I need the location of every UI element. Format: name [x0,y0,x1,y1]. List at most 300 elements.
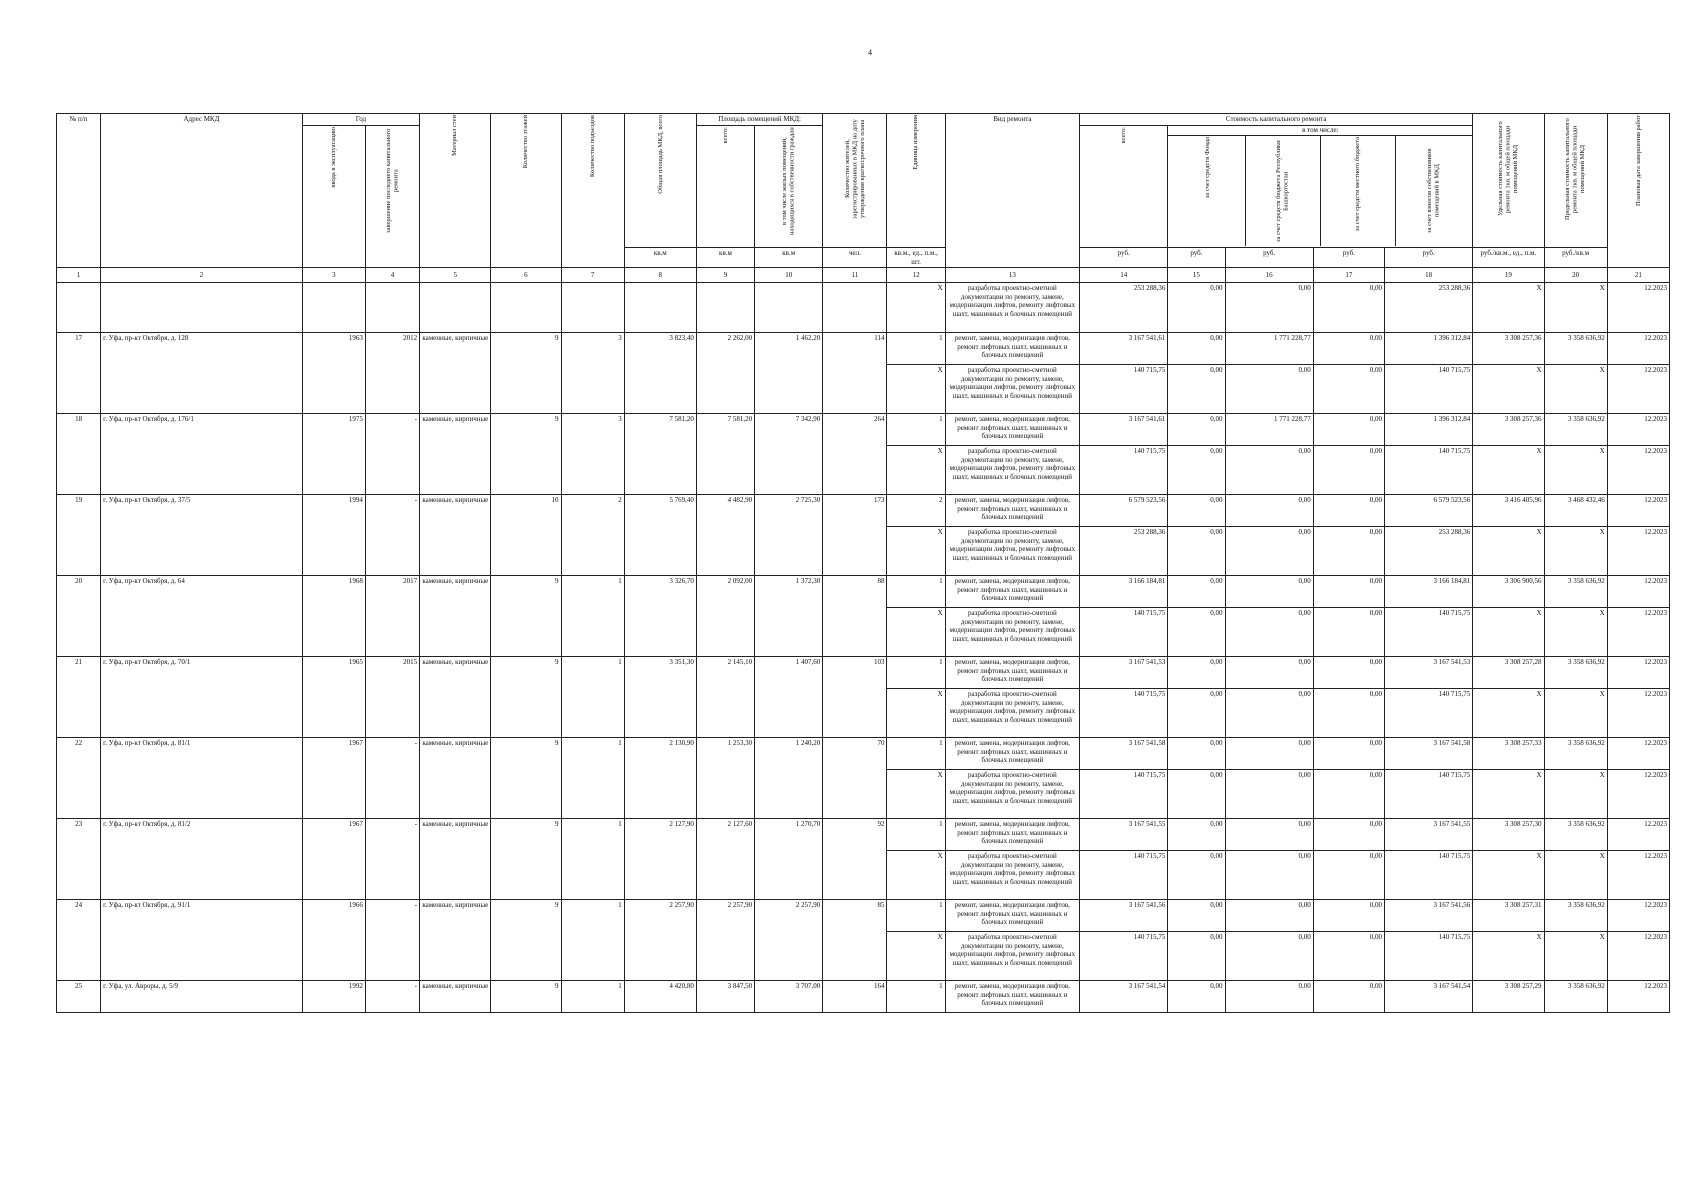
area-total: 3 351,30 [624,657,696,738]
empty-cell [420,283,491,333]
area-rooms: 1 253,30 [696,738,754,819]
table-row [57,981,1670,1013]
residents-count: 85 [823,900,887,981]
unit-value: X [887,446,945,495]
unit-cell: руб. [1225,248,1313,268]
entrances-count: 2 [561,495,624,576]
house-address: г. Уфа, пр-кт Октября, д. 91/1 [101,900,303,981]
limit-cost: 3 358 636,92 [1544,333,1607,365]
work-type: ремонт, замена, модернизация лифтов, ремонт лифтовых шахт, машинных и блочных помещений [945,819,1079,851]
column-number: 21 [1607,268,1669,283]
completion-date: 12.2023 [1607,851,1669,900]
work-type: ремонт, замена, модернизация лифтов, ремонт лифтовых шахт, машинных и блочных помещений [945,414,1079,446]
completion-date: 12.2023 [1607,689,1669,738]
cost-total: 3 167 541,61 [1080,333,1168,365]
year-last-repair: 2015 [365,657,419,738]
limit-cost: 3 468 432,46 [1544,495,1607,527]
residents-count: 103 [823,657,887,738]
cost-rb-budget: 0,00 [1225,495,1313,527]
cost-owners: 3 167 541,58 [1384,738,1472,770]
empty-cell [101,283,303,333]
work-type: разработка проектно-сметной документации по ремонту, замене, модернизации лифтов, ремонту лифтовых шахт, машинных и блочных помещений [945,283,1079,333]
col-built-header: ввода в эксплуатацию [302,125,365,268]
col-entrances-header: Количество подъездов [561,114,624,268]
completion-date: 12.2023 [1607,738,1669,770]
area-rooms: 7 581,20 [696,414,754,495]
page-mark: 4 [868,48,872,57]
unit-cell: кв.м., ед., п.м., шт. [887,248,945,268]
specific-cost: X [1473,283,1544,333]
completion-date: 12.2023 [1607,981,1669,1013]
table-row [57,738,1670,770]
limit-cost: 3 358 636,92 [1544,576,1607,608]
unit-cell: руб. [1168,248,1225,268]
cost-rb-budget: 1 771 228,77 [1225,414,1313,446]
column-numbers-row [57,268,1670,283]
cost-owners: 6 579 523,56 [1384,495,1472,527]
area-rooms: 2 127,60 [696,819,754,900]
wall-material: каменные, кирпичные [420,738,491,819]
cost-fund: 0,00 [1168,770,1225,819]
completion-date: 12.2023 [1607,657,1669,689]
empty-cell [365,283,419,333]
col-num-header: № п/п [57,114,101,268]
year-built: 1963 [302,333,365,414]
cost-rb-budget: 0,00 [1225,365,1313,414]
cost-owners: 253 288,36 [1384,527,1472,576]
cost-owners: 140 715,75 [1384,446,1472,495]
row-number: 19 [57,495,101,576]
work-type: разработка проектно-сметной документации по ремонту, замене, модернизации лифтов, ремонту лифтовых шахт, машинных и блочных помещений [945,689,1079,738]
cost-rb-budget: 0,00 [1225,283,1313,333]
cost-local-budget: 0,00 [1313,851,1384,900]
floors-count: 9 [491,981,561,1013]
cost-fund: 0,00 [1168,576,1225,608]
house-address: г. Уфа, пр-кт Октября, д. 81/1 [101,738,303,819]
entrances-count: 1 [561,576,624,657]
cost-rb-budget: 0,00 [1225,851,1313,900]
limit-cost: X [1544,608,1607,657]
column-number: 18 [1384,268,1472,283]
empty-cell [561,283,624,333]
limit-cost: X [1544,527,1607,576]
cost-fund: 0,00 [1168,981,1225,1013]
cost-sub-header: в том числе: за счет средств Фонда за счет средств бюджета Республики Башкортостан за счет средств местного бюджета за счет взносов собственников помещений в МКД [1168,125,1473,248]
cost-fund: 0,00 [1168,689,1225,738]
completion-date: 12.2023 [1607,819,1669,851]
column-number: 10 [755,268,823,283]
cost-total: 6 579 523,56 [1080,495,1168,527]
unit-cell: руб. [1313,248,1384,268]
cost-owners: 3 167 541,54 [1384,981,1472,1013]
specific-cost: 3 308 257,33 [1473,738,1544,770]
cost-local-budget: 0,00 [1313,689,1384,738]
residents-count: 114 [823,333,887,414]
col-rb-header: за счет средств бюджета Республики Башкортостан [1245,136,1320,246]
completion-date: 12.2023 [1607,770,1669,819]
work-type: разработка проектно-сметной документации по ремонту, замене, модернизации лифтов, ремонту лифтовых шахт, машинных и блочных помещений [945,527,1079,576]
column-number: 9 [696,268,754,283]
floors-count: 9 [491,576,561,657]
unit-value: 1 [887,738,945,770]
column-number: 20 [1544,268,1607,283]
cost-local-budget: 0,00 [1313,495,1384,527]
year-last-repair: - [365,738,419,819]
year-built: 1967 [302,819,365,900]
house-address: г. Уфа, пр-кт Октября, д. 37/5 [101,495,303,576]
cost-local-budget: 0,00 [1313,333,1384,365]
unit-value: X [887,932,945,981]
wall-material: каменные, кирпичные [420,495,491,576]
specific-cost: X [1473,689,1544,738]
column-number: 6 [491,268,561,283]
cost-local-budget: 0,00 [1313,981,1384,1013]
cost-total: 3 167 541,58 [1080,738,1168,770]
cost-fund: 0,00 [1168,527,1225,576]
specific-cost: 3 308 257,28 [1473,657,1544,689]
house-address: г. Уфа, пр-кт Октября, д. 128 [101,333,303,414]
col-unit-header: Единица измерения [887,114,945,248]
row-number: 21 [57,657,101,738]
cost-total: 3 167 541,61 [1080,414,1168,446]
cost-total: 140 715,75 [1080,770,1168,819]
year-last-repair: - [365,414,419,495]
area-total: 2 257,90 [624,900,696,981]
year-built: 1968 [302,576,365,657]
completion-date: 12.2023 [1607,333,1669,365]
cost-owners: 253 288,36 [1384,283,1472,333]
cost-rb-budget: 1 771 228,77 [1225,333,1313,365]
cost-fund: 0,00 [1168,365,1225,414]
cost-local-budget: 0,00 [1313,414,1384,446]
column-number: 19 [1473,268,1544,283]
limit-cost: 3 358 636,92 [1544,738,1607,770]
cost-fund: 0,00 [1168,657,1225,689]
wall-material: каменные, кирпичные [420,333,491,414]
unit-cell: кв.м [624,248,696,268]
col-fund-header: за счет средств Фонда [1170,136,1245,246]
empty-cell [755,283,823,333]
empty-cell [491,283,561,333]
wall-material: каменные, кирпичные [420,981,491,1013]
unit-value: X [887,283,945,333]
floors-count: 9 [491,414,561,495]
cost-total: 3 167 541,54 [1080,981,1168,1013]
cost-rb-budget: 0,00 [1225,900,1313,932]
cost-owners: 3 167 541,55 [1384,819,1472,851]
entrances-count: 1 [561,738,624,819]
table-row [57,819,1670,851]
area-residential: 1 240,20 [755,738,823,819]
specific-cost: 3 308 257,36 [1473,414,1544,446]
table-row [57,576,1670,608]
residents-count: 264 [823,414,887,495]
floors-count: 9 [491,819,561,900]
year-last-repair: 2012 [365,333,419,414]
limit-cost: 3 358 636,92 [1544,900,1607,932]
year-last-repair: - [365,495,419,576]
table-row [57,900,1670,932]
col-area-rooms-header: всего: [696,125,754,248]
entrances-count: 1 [561,981,624,1013]
column-number: 3 [302,268,365,283]
cost-fund: 0,00 [1168,608,1225,657]
cost-rb-budget: 0,00 [1225,981,1313,1013]
table-row [57,414,1670,446]
col-residents-header: Количество жителей, зарегистрированных в МКД на дату утверждения краткосрочного плана [823,114,887,248]
column-number: 12 [887,268,945,283]
column-number: 15 [1168,268,1225,283]
cost-rb-budget: 0,00 [1225,527,1313,576]
entrances-count: 3 [561,414,624,495]
column-number: 4 [365,268,419,283]
work-type: ремонт, замена, модернизация лифтов, ремонт лифтовых шахт, машинных и блочных помещений [945,900,1079,932]
house-address: г. Уфа, ул. Авроры, д. 5/9 [101,981,303,1013]
cost-owners: 140 715,75 [1384,365,1472,414]
cost-total: 253 288,36 [1080,527,1168,576]
column-number: 14 [1080,268,1168,283]
limit-cost: X [1544,932,1607,981]
col-last-repair-header: завершение последнего капитального ремонта [365,125,419,268]
table-row [57,283,1670,333]
cost-owners: 3 166 184,81 [1384,576,1472,608]
unit-value: X [887,608,945,657]
unit-value: X [887,770,945,819]
cost-total: 140 715,75 [1080,851,1168,900]
limit-cost: X [1544,689,1607,738]
unit-value: 1 [887,414,945,446]
floors-count: 10 [491,495,561,576]
cost-rb-budget: 0,00 [1225,819,1313,851]
limit-cost: 3 358 636,92 [1544,819,1607,851]
specific-cost: 3 308 257,36 [1473,333,1544,365]
floors-count: 9 [491,657,561,738]
unit-value: 1 [887,819,945,851]
cost-rb-budget: 0,00 [1225,657,1313,689]
work-type: разработка проектно-сметной документации по ремонту, замене, модернизации лифтов, ремонту лифтовых шахт, машинных и блочных помещений [945,851,1079,900]
row-number: 18 [57,414,101,495]
table-row [57,657,1670,689]
column-number: 11 [823,268,887,283]
residents-count: 164 [823,981,887,1013]
work-type: ремонт, замена, модернизация лифтов, ремонт лифтовых шахт, машинных и блочных помещений [945,576,1079,608]
unit-cell: руб. [1080,248,1168,268]
area-total: 5 769,40 [624,495,696,576]
row-number: 23 [57,819,101,900]
capital-repair-table [56,113,1670,1013]
col-floors-header: Количество этажей [491,114,561,268]
cost-local-budget: 0,00 [1313,932,1384,981]
area-rooms: 4 482,90 [696,495,754,576]
cost-local-budget: 0,00 [1313,608,1384,657]
cost-fund: 0,00 [1168,414,1225,446]
unit-value: 1 [887,900,945,932]
unit-value: 1 [887,657,945,689]
column-number: 13 [945,268,1079,283]
work-type: разработка проектно-сметной документации по ремонту, замене, модернизации лифтов, ремонту лифтовых шахт, машинных и блочных помещений [945,365,1079,414]
limit-cost: 3 358 636,92 [1544,981,1607,1013]
area-group-header: Площадь помещений МКД: [696,114,822,126]
cost-rb-budget: 0,00 [1225,608,1313,657]
area-total: 3 823,40 [624,333,696,414]
cost-rb-budget: 0,00 [1225,446,1313,495]
table-row [57,495,1670,527]
year-built: 1965 [302,657,365,738]
col-cost-total-header: всего: [1080,125,1168,248]
unit-cell: руб./кв.м [1544,248,1607,268]
specific-cost: 3 308 257,29 [1473,981,1544,1013]
cost-local-budget: 0,00 [1313,738,1384,770]
wall-material: каменные, кирпичные [420,819,491,900]
cost-rb-budget: 0,00 [1225,576,1313,608]
work-type: ремонт, замена, модернизация лифтов, ремонт лифтовых шахт, машинных и блочных помещений [945,657,1079,689]
cost-local-budget: 0,00 [1313,576,1384,608]
cost-owners: 1 396 312,84 [1384,414,1472,446]
area-total: 4 420,80 [624,981,696,1013]
entrances-count: 3 [561,333,624,414]
col-work-header: Вид ремонта [945,114,1079,268]
empty-cell [624,283,696,333]
column-number: 17 [1313,268,1384,283]
cost-local-budget: 0,00 [1313,527,1384,576]
empty-cell [696,283,754,333]
area-rooms: 2 145,10 [696,657,754,738]
year-group-header: Год [302,114,419,126]
house-address: г. Уфа, пр-кт Октября, д. 176/1 [101,414,303,495]
cost-total: 140 715,75 [1080,446,1168,495]
wall-material: каменные, кирпичные [420,576,491,657]
cost-total: 140 715,75 [1080,365,1168,414]
completion-date: 12.2023 [1607,446,1669,495]
unit-value: 1 [887,981,945,1013]
residents-count: 92 [823,819,887,900]
cost-total: 253 288,36 [1080,283,1168,333]
column-number: 16 [1225,268,1313,283]
unit-cell: чел. [823,248,887,268]
col-area-res-header: в том числе жилых помещений, находящихся в собственности граждан [755,125,823,248]
limit-cost: X [1544,770,1607,819]
cost-fund: 0,00 [1168,333,1225,365]
specific-cost: 3 308 257,30 [1473,819,1544,851]
area-residential: 7 342,90 [755,414,823,495]
cost-fund: 0,00 [1168,819,1225,851]
residents-count: 173 [823,495,887,576]
cost-owners: 140 715,75 [1384,770,1472,819]
cost-fund: 0,00 [1168,851,1225,900]
area-rooms: 2 092,00 [696,576,754,657]
completion-date: 12.2023 [1607,495,1669,527]
work-type: разработка проектно-сметной документации по ремонту, замене, модернизации лифтов, ремонту лифтовых шахт, машинных и блочных помещений [945,446,1079,495]
completion-date: 12.2023 [1607,283,1669,333]
unit-cell: кв.м [696,248,754,268]
work-type: ремонт, замена, модернизация лифтов, ремонт лифтовых шахт, машинных и блочных помещений [945,333,1079,365]
year-built: 1966 [302,900,365,981]
cost-fund: 0,00 [1168,283,1225,333]
area-residential: 1 270,70 [755,819,823,900]
specific-cost: X [1473,527,1544,576]
area-total: 7 581,20 [624,414,696,495]
cost-fund: 0,00 [1168,900,1225,932]
cost-total: 140 715,75 [1080,608,1168,657]
cost-total: 3 166 184,81 [1080,576,1168,608]
unit-value: 1 [887,333,945,365]
row-number: 20 [57,576,101,657]
unit-value: 2 [887,495,945,527]
area-residential: 1 372,30 [755,576,823,657]
col-area-total-header: Общая площадь МКД, всего [624,114,696,248]
cost-rb-budget: 0,00 [1225,738,1313,770]
cost-local-budget: 0,00 [1313,819,1384,851]
unit-cell: руб./кв.м., ед., п.м. [1473,248,1544,268]
area-total: 2 127,90 [624,819,696,900]
unit-value: X [887,689,945,738]
row-number: 24 [57,900,101,981]
cost-owners: 140 715,75 [1384,608,1472,657]
empty-cell [302,283,365,333]
year-last-repair: - [365,981,419,1013]
cost-fund: 0,00 [1168,446,1225,495]
area-total: 2 130,90 [624,738,696,819]
area-rooms: 2 262,00 [696,333,754,414]
specific-cost: 3 306 900,56 [1473,576,1544,608]
completion-date: 12.2023 [1607,900,1669,932]
year-built: 1975 [302,414,365,495]
col-owners-header: за счет взносов собственников помещений в МКД [1425,148,1441,234]
house-address: г. Уфа, пр-кт Октября, д. 70/1 [101,657,303,738]
row-number: 25 [57,981,101,1013]
cost-total: 3 167 541,55 [1080,819,1168,851]
limit-cost: 3 358 636,92 [1544,657,1607,689]
specific-cost: 3 416 405,96 [1473,495,1544,527]
column-number: 5 [420,268,491,283]
cost-group-header: Стоимость капитального ремонта [1080,114,1473,126]
area-residential: 3 707,00 [755,981,823,1013]
cost-local-budget: 0,00 [1313,657,1384,689]
specific-cost: X [1473,932,1544,981]
cost-owners: 140 715,75 [1384,932,1472,981]
completion-date: 12.2023 [1607,365,1669,414]
cost-owners: 140 715,75 [1384,851,1472,900]
area-residential: 2 725,30 [755,495,823,576]
area-residential: 1 462,20 [755,333,823,414]
area-rooms: 2 257,90 [696,900,754,981]
cost-rb-budget: 0,00 [1225,770,1313,819]
cost-fund: 0,00 [1168,495,1225,527]
completion-date: 12.2023 [1607,527,1669,576]
cost-local-budget: 0,00 [1313,900,1384,932]
work-type: ремонт, замена, модернизация лифтов, ремонт лифтовых шахт, машинных и блочных помещений [945,981,1079,1013]
year-built: 1994 [302,495,365,576]
work-type: разработка проектно-сметной документации по ремонту, замене, модернизации лифтов, ремонту лифтовых шахт, машинных и блочных помещений [945,932,1079,981]
col-material-header: Материал стен [420,114,491,268]
specific-cost: X [1473,608,1544,657]
completion-date: 12.2023 [1607,414,1669,446]
column-number: 8 [624,268,696,283]
limit-cost: X [1544,365,1607,414]
floors-count: 9 [491,900,561,981]
limit-cost: X [1544,283,1607,333]
completion-date: 12.2023 [1607,608,1669,657]
year-last-repair: 2017 [365,576,419,657]
entrances-count: 1 [561,900,624,981]
work-type: ремонт, замена, модернизация лифтов, ремонт лифтовых шахт, машинных и блочных помещений [945,495,1079,527]
cost-owners: 1 396 312,84 [1384,333,1472,365]
cost-local-budget: 0,00 [1313,446,1384,495]
unit-cell: руб. [1384,248,1472,268]
column-number: 2 [101,268,303,283]
specific-cost: X [1473,365,1544,414]
cost-rb-budget: 0,00 [1225,932,1313,981]
